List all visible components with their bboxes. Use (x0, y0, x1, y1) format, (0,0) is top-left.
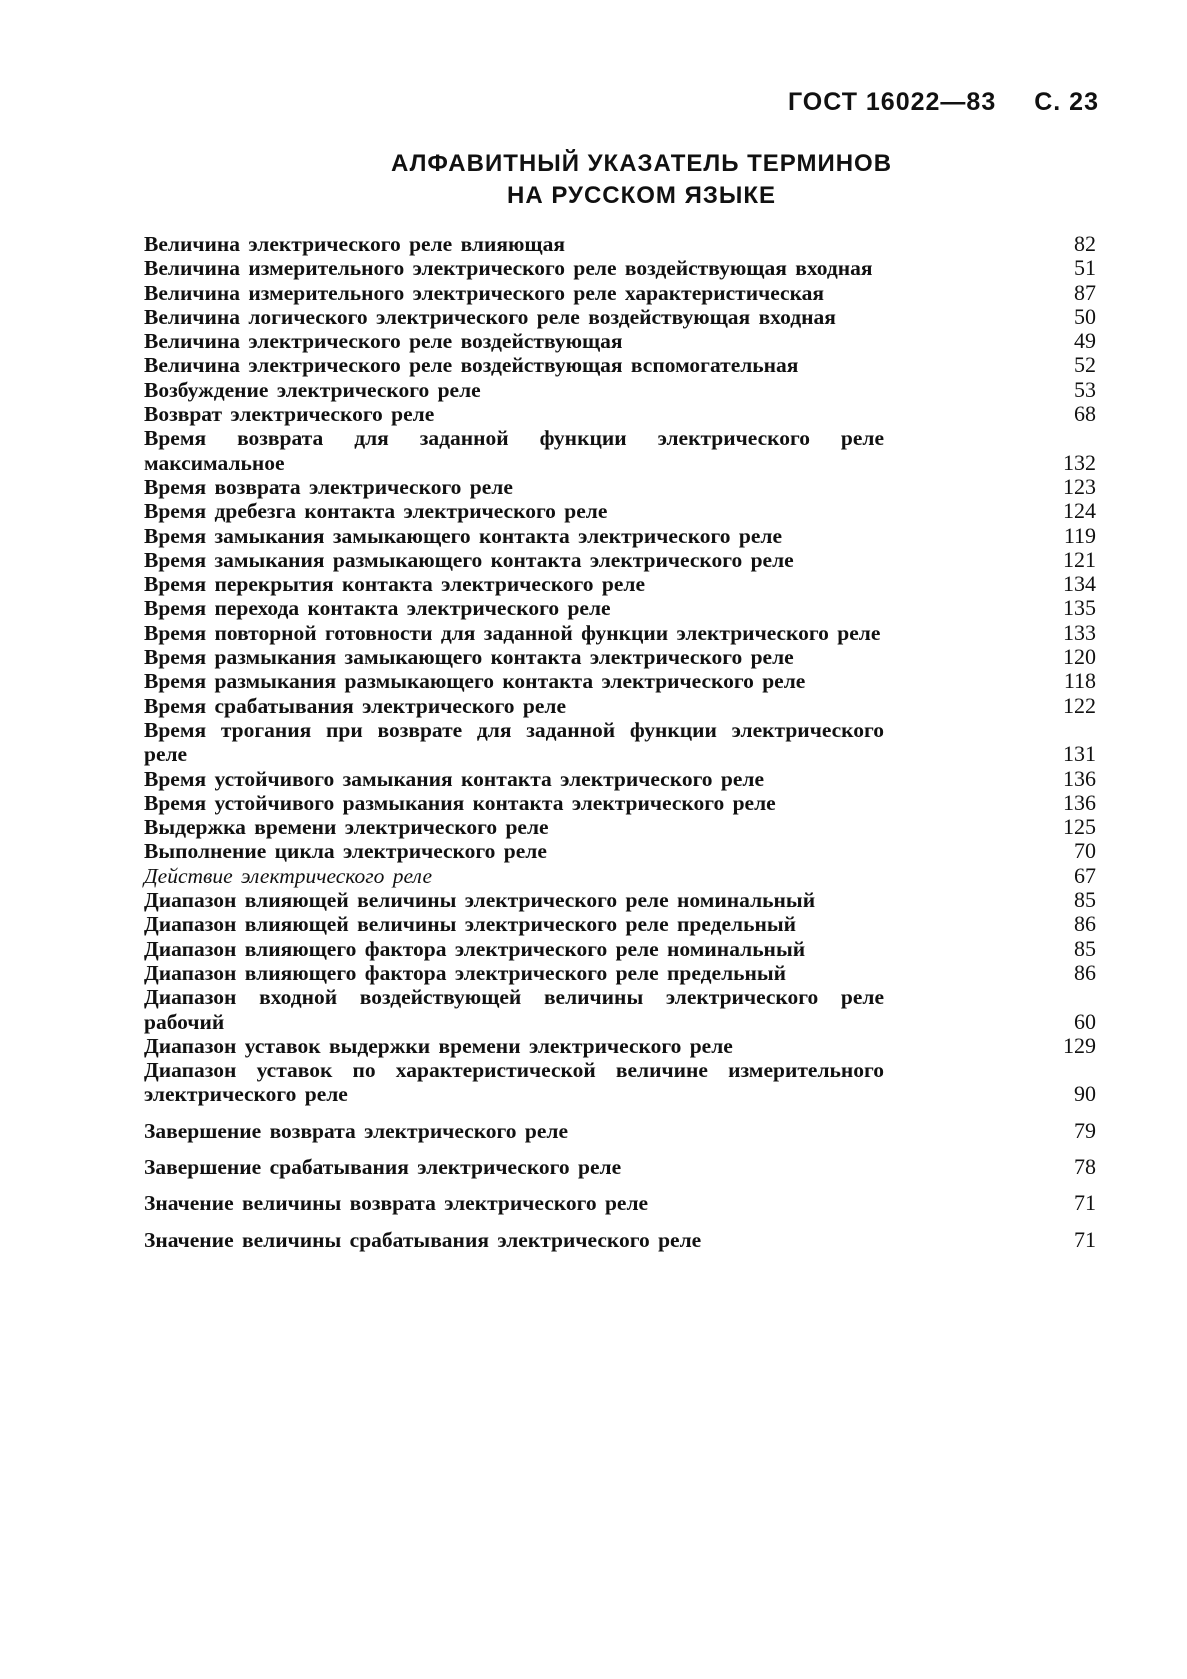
index-entry (144, 378, 1096, 402)
index-term: Значение величины срабатывания электрического реле (144, 1227, 702, 1252)
title-line-2: НА РУССКОМ ЯЗЫКЕ (506, 182, 777, 209)
index-term: Время перекрытия контакта электрического реле (144, 572, 646, 597)
index-entry (144, 402, 1096, 426)
index-term: Выполнение цикла электрического реле (144, 839, 547, 864)
index-entry (144, 937, 1096, 961)
index-term: Возврат электрического реле (144, 402, 435, 427)
index-term: Величина электрического реле воздействующая вспомогательная (144, 353, 799, 378)
index-entry (144, 572, 1096, 596)
title-line-1: АЛФАВИТНЫЙ УКАЗАТЕЛЬ ТЕРМИНОВ (390, 150, 893, 177)
index-term: Значение величины возврата электрического реле (144, 1191, 649, 1216)
index-entry (144, 1228, 1096, 1252)
index-term: Величина логического электрического реле воздействующая входная (144, 304, 836, 329)
term-number: 71 (1074, 1226, 1096, 1252)
index-term: Диапазон входной воздействующей величины электрического реле рабочий (144, 985, 884, 1034)
index-term: Время возврата для заданной функции электрического реле максимальное (144, 426, 884, 475)
term-number: 85 (1074, 935, 1096, 961)
index-entry (144, 281, 1096, 305)
index-term: Время перехода контакта электрического реле (144, 596, 611, 621)
term-number: 123 (1063, 473, 1096, 499)
index-entry (144, 645, 1096, 669)
index-entry (144, 548, 1096, 572)
term-number: 86 (1074, 911, 1096, 937)
term-number: 136 (1063, 765, 1096, 791)
index-term: Время размыкания замыкающего контакта электрического реле (144, 645, 794, 670)
index-term: Время повторной готовности для заданной функции электрического реле (144, 620, 881, 645)
index-term: Величина измерительного электрического реле воздействующая входная (144, 256, 873, 281)
term-number: 78 (1074, 1153, 1096, 1179)
index-entry (144, 815, 1096, 839)
index-entry (144, 985, 1096, 1034)
index-term: Возбуждение электрического реле (144, 377, 481, 402)
term-number: 52 (1074, 352, 1096, 378)
page-number: С. 23 (1034, 88, 1099, 116)
index-entry (144, 353, 1096, 377)
term-number: 124 (1063, 498, 1096, 524)
index-entry (144, 767, 1096, 791)
index-entry (144, 718, 1096, 767)
term-number: 121 (1063, 546, 1096, 572)
index-term: Диапазон влияющей величины электрического реле предельный (144, 912, 797, 937)
term-number: 122 (1063, 692, 1096, 718)
term-number: 129 (1063, 1032, 1096, 1058)
index-entry (144, 256, 1096, 280)
index-entry (144, 596, 1096, 620)
index-entry (144, 621, 1096, 645)
index-entry (144, 1119, 1096, 1143)
index-term: Диапазон влияющего фактора электрического реле номинальный (144, 936, 806, 961)
index-entry (144, 669, 1096, 693)
index-entry (144, 1191, 1096, 1215)
term-number: 85 (1074, 887, 1096, 913)
index-term: Выдержка времени электрического реле (144, 815, 549, 840)
index-entry (144, 329, 1096, 353)
term-number: 120 (1063, 644, 1096, 670)
index-term: Величина электрического реле воздействующая (144, 329, 623, 354)
index-term: Завершение срабатывания электрического реле (144, 1154, 622, 1179)
term-number: 60 (1074, 1008, 1096, 1034)
term-number: 53 (1074, 376, 1096, 402)
term-number: 86 (1074, 959, 1096, 985)
index-entry (144, 961, 1096, 985)
index-entry (144, 1034, 1096, 1058)
index-entry (144, 1155, 1096, 1179)
index-entry (144, 912, 1096, 936)
term-number: 70 (1074, 838, 1096, 864)
index-entry (144, 791, 1096, 815)
term-index (144, 232, 1096, 1252)
term-number: 132 (1063, 449, 1096, 475)
index-term: Диапазон влияющего фактора электрического реле предельный (144, 960, 787, 985)
page-title (0, 148, 1187, 212)
term-number: 67 (1074, 862, 1096, 888)
index-entry (144, 864, 1096, 888)
index-term: Диапазон уставок выдержки времени электрического реле (144, 1033, 733, 1058)
index-entry (144, 524, 1096, 548)
index-term: Время срабатывания электрического реле (144, 693, 567, 718)
index-term: Время замыкания замыкающего контакта электрического реле (144, 523, 783, 548)
term-number: 135 (1063, 595, 1096, 621)
index-term: Величина измерительного электрического реле характеристическая (144, 280, 825, 305)
index-entry (144, 694, 1096, 718)
index-term: Действие электрического реле (144, 863, 433, 888)
page-header (788, 88, 1099, 117)
term-number: 125 (1063, 814, 1096, 840)
index-entry (144, 475, 1096, 499)
term-number: 79 (1074, 1117, 1096, 1143)
index-term: Диапазон влияющей величины электрического реле номинальный (144, 888, 816, 913)
index-term: Время размыкания размыкающего контакта электрического реле (144, 669, 806, 694)
index-entry (144, 499, 1096, 523)
term-number: 87 (1074, 279, 1096, 305)
index-entry (144, 839, 1096, 863)
term-number: 119 (1063, 522, 1096, 548)
term-number: 90 (1074, 1081, 1096, 1107)
term-number: 133 (1063, 619, 1096, 645)
index-term: Время замыкания размыкающего контакта электрического реле (144, 547, 794, 572)
index-term: Время трогания при возврате для заданной функции электрического реле (144, 717, 884, 767)
index-term: Время устойчивого размыкания контакта электрического реле (144, 790, 776, 815)
index-term: Завершение возврата электрического реле (144, 1118, 569, 1143)
term-number: 131 (1063, 741, 1096, 767)
term-number: 82 (1074, 231, 1096, 256)
index-term: Время устойчивого замыкания контакта электрического реле (144, 766, 765, 791)
term-number: 49 (1074, 328, 1096, 354)
index-entry (144, 232, 1096, 256)
index-entry (144, 888, 1096, 912)
term-number: 50 (1074, 303, 1096, 329)
term-number: 68 (1074, 401, 1096, 427)
document-code: ГОСТ 16022—83 (787, 88, 997, 116)
index-term: Диапазон уставок по характеристической величине измерительного электрического реле (144, 1058, 884, 1107)
term-number: 71 (1074, 1190, 1096, 1216)
term-number: 118 (1063, 668, 1096, 694)
term-number: 51 (1074, 255, 1096, 281)
index-entry (144, 1058, 1096, 1107)
index-term: Величина электрического реле влияющая (144, 232, 565, 256)
index-entry (144, 305, 1096, 329)
term-number: 134 (1063, 571, 1096, 597)
index-term: Время дребезга контакта электрического реле (144, 499, 608, 524)
index-term: Время возврата электрического реле (144, 474, 513, 499)
index-entry (144, 426, 1096, 475)
term-number: 136 (1063, 789, 1096, 815)
